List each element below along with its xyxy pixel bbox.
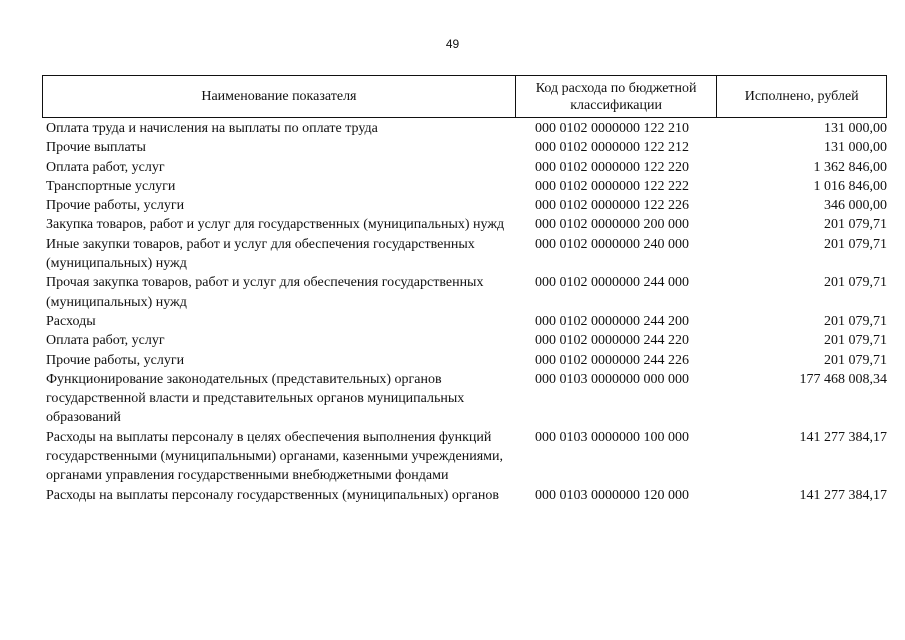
table-row: [42, 158, 887, 177]
row-name: Функционирование законодательных (представительных) органов государственной власти и представительных органов муниципальных образований: [46, 371, 465, 426]
row-name: Оплата работ, услуг: [46, 159, 165, 175]
table-row: [42, 331, 887, 350]
row-amount: 1 016 846,00: [813, 178, 887, 194]
row-code: 000 0102 0000000 240 000: [535, 236, 689, 252]
table-row: [42, 486, 887, 505]
table-body: [42, 119, 887, 505]
header-name: Наименование показателя: [201, 89, 357, 104]
table-header: [42, 75, 887, 118]
row-code: 000 0102 0000000 244 226: [535, 352, 689, 368]
row-amount: 177 468 008,34: [799, 371, 887, 387]
table-row: [42, 312, 887, 331]
row-name: Иные закупки товаров, работ и услуг для обеспечения государственных (муниципальных) нужд: [46, 236, 475, 272]
table-row: [42, 215, 887, 234]
row-name: Оплата работ, услуг: [46, 333, 165, 349]
row-code: 000 0102 0000000 244 200: [535, 313, 689, 329]
row-code: 000 0102 0000000 244 000: [535, 275, 689, 291]
row-name: Транспортные услуги: [46, 178, 176, 194]
expense-table: [42, 75, 887, 505]
row-code: 000 0103 0000000 000 000: [535, 371, 689, 387]
row-amount: 141 277 384,17: [799, 429, 887, 445]
row-amount: 141 277 384,17: [799, 487, 887, 503]
row-code: 000 0102 0000000 122 212: [535, 140, 689, 156]
row-code: 000 0102 0000000 244 220: [535, 333, 689, 349]
row-name: Закупка товаров, работ и услуг для государственных (муниципальных) нужд: [46, 217, 505, 233]
row-name: Прочая закупка товаров, работ и услуг для обеспечения государственных (муниципальных) нужд: [46, 275, 484, 310]
row-code: 000 0102 0000000 122 222: [535, 178, 689, 194]
row-amount: 201 079,71: [824, 333, 887, 349]
table-row: [42, 370, 887, 428]
row-code: 000 0102 0000000 122 210: [535, 121, 689, 136]
table-row: [42, 428, 887, 486]
row-code: 000 0103 0000000 120 000: [535, 487, 689, 503]
header-code: Код расхода по бюджетной классификации: [515, 76, 717, 117]
row-code: 000 0103 0000000 100 000: [535, 429, 689, 445]
row-amount: 201 079,71: [824, 217, 887, 233]
row-name: Прочие выплаты: [46, 140, 146, 156]
table-row: [42, 138, 887, 157]
page-number: 49: [445, 37, 460, 51]
table-row: [42, 273, 887, 312]
row-code: 000 0102 0000000 122 226: [535, 198, 689, 214]
table-row: [42, 235, 887, 274]
row-name: Расходы: [46, 313, 96, 329]
row-amount: 201 079,71: [824, 236, 887, 252]
row-amount: 201 079,71: [824, 352, 887, 368]
row-name: Расходы на выплаты персоналу государственных (муниципальных) органов: [46, 487, 499, 503]
row-amount: 201 079,71: [824, 275, 887, 291]
row-amount: 131 000,00: [824, 140, 887, 156]
table-row: [42, 119, 887, 138]
row-name: Оплата труда и начисления на выплаты по оплате труда: [46, 121, 378, 136]
row-amount: 346 000,00: [824, 198, 887, 214]
row-name: Прочие работы, услуги: [46, 198, 185, 214]
table-row: [42, 177, 887, 196]
header-amount: Исполнено, рублей: [716, 76, 886, 117]
row-code: 000 0102 0000000 200 000: [535, 217, 689, 233]
row-code: 000 0102 0000000 122 220: [535, 159, 689, 175]
table-row: [42, 351, 887, 370]
row-amount: 131 000,00: [824, 121, 887, 136]
row-amount: 1 362 846,00: [813, 159, 887, 175]
row-name: Расходы на выплаты персоналу в целях обеспечения выполнения функций государственными (муниципальными) органами, казенными учреждениями, органами управления государственными внебюджетными фондами: [46, 429, 503, 484]
row-name: Прочие работы, услуги: [46, 352, 185, 368]
row-amount: 201 079,71: [824, 313, 887, 329]
table-row: [42, 196, 887, 215]
